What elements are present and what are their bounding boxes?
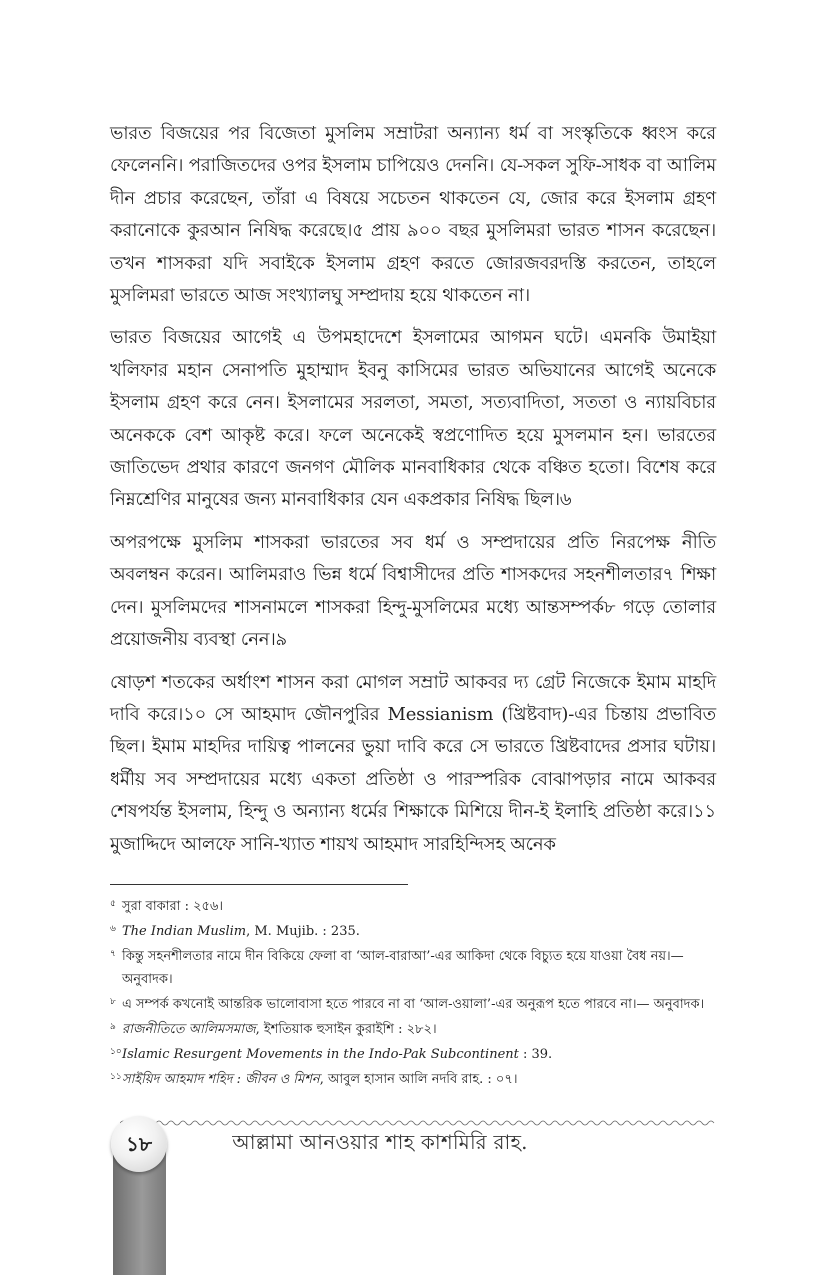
footnote-text: এ সম্পর্ক কখনোই আন্তরিক ভালোবাসা হতে পারবে না বা ‘আল-ওয়ালা’-এর অনুরূপ হতে পারবে না।— অনুবাদক। [122, 997, 705, 1012]
footnote-text: , আবুল হাসান আলি নদবি রাহ. : ০৭। [319, 1072, 518, 1087]
footnote-text: , ইশতিয়াক হুসাইন কুরাইশি : ২৮২। [255, 1022, 437, 1037]
footnote-italic: Islamic Resurgent Movements in the Indo-Pak Subcontinent [122, 1047, 519, 1062]
body-text [110, 118, 716, 871]
paragraph-4: ষোড়শ শতকের অর্ধাংশ শাসন করা মোগল সম্রাট আকবর দ্য গ্রেট নিজেকে ইমাম মাহদি দাবি করে।১০ সে আহমাদ জৌনপুরির Messianism (খ্রিষ্টবাদ)-এর চিন্তায় প্রভাবিত ছিল। ইমাম মাহদির দায়িত্ব পালনের ভুয়া দাবি করে সে ভারতে খ্রিষ্টবাদের প্রসার ঘটায়। ধর্মীয় সব সম্প্রদায়ের মধ্যে একতা প্রতিষ্ঠা ও পারস্পরিক বোঝাপড়ার নামে আকবর শেষপর্যন্ত ইসলাম, হিন্দু ও অন্যান্য ধর্মের শিক্ষাকে মিশিয়ে দীন-ই ইলাহি প্রতিষ্ঠা করে।১১ মুজাদ্দিদে আলফে সানি-খ্যাত শায়খ আহমাদ সারহিন্দিসহ অনেক [110, 671, 716, 855]
footnote-number: ৯ [110, 1022, 116, 1032]
footnote-text: , M. Mujib. : 235. [246, 924, 360, 939]
footnote-10 [110, 1041, 716, 1066]
paragraph-1: ভারত বিজয়ের পর বিজেতা মুসলিম সম্রাটরা অন্যান্য ধর্ম বা সংস্কৃতিকে ধ্বংস করে ফেলেননি। পরাজিতদের ওপর ইসলাম চাপিয়েও দেননি। যে-সকল সুফি-সাধক বা আলিম দীন প্রচার করেছেন, তাঁরা এ বিষয়ে সচেতন থাকতেন যে, জোর করে ইসলাম গ্রহণ করানোকে কুরআন নিষিদ্ধ করেছে।৫ প্রায় ৯০০ বছর মুসলিমরা ভারত শাসন করেছেন। তখন শাসকরা যদি সবাইকে ইসলাম গ্রহণ করতে জোরজবরদস্তি করতেন, তাহলে মুসলিমরা ভারতে আজ সংখ্যালঘু সম্প্রদায় হয়ে থাকতেন না। [110, 123, 716, 307]
footnote-divider [110, 884, 408, 885]
paragraph-3: অপরপক্ষে মুসলিম শাসকরা ভারতের সব ধর্ম ও সম্প্রদায়ের প্রতি নিরপেক্ষ নীতি অবলম্বন করেন। আলিমরাও ভিন্ন ধর্মে বিশ্বাসীদের প্রতি শাসকদের সহনশীলতার৭ শিক্ষা দেন। মুসলিমদের শাসনামলে শাসকরা হিন্দু-মুসলিমের মধ্যে আন্তসম্পর্ক৮ গড়ে তোলার প্রয়োজনীয় ব্যবস্থা নেন।৯ [110, 531, 716, 651]
footnote-text: সুরা বাকারা : ২৫৬। [122, 899, 224, 914]
running-title: আল্লামা আনওয়ার শাহ কাশমিরি রাহ. [232, 1130, 528, 1154]
footnote-6 [110, 918, 716, 943]
footnote-5 [110, 893, 716, 918]
footnote-number: ৮ [110, 997, 116, 1007]
footnote-number: ৭ [110, 949, 116, 959]
footnote-number: ৫ [110, 899, 116, 909]
footnotes [110, 893, 716, 1091]
footnote-text: : 39. [518, 1047, 553, 1062]
footnote-text: কিন্তু সহনশীলতার নামে দীন বিকিয়ে ফেলা বা ‘আল-বারাআ’-এর আকিদা থেকে বিচ্যুত হয়ে যাওয়া বৈধ নয়।— অনুবাদক। [122, 949, 684, 987]
page-number-badge: ১৮ [111, 1116, 167, 1172]
footnote-italic: সাইয়িদ আহমাদ শহিদ : জীবন ও মিশন [122, 1072, 320, 1087]
footnote-italic: The Indian Muslim [122, 924, 247, 939]
footnote-11 [110, 1066, 716, 1091]
footnote-8 [110, 991, 716, 1016]
footnote-number: ১০ [110, 1047, 122, 1057]
footnote-number: ৬ [110, 924, 116, 934]
footnote-number: ১১ [110, 1072, 122, 1082]
footnote-7 [110, 943, 716, 991]
footer-wavy-line [120, 1118, 716, 1128]
paragraph-2: ভারত বিজয়ের আগেই এ উপমহাদেশে ইসলামের আগমন ঘটে। এমনকি উমাইয়া খলিফার মহান সেনাপতি মুহাম্মাদ ইবনু কাসিমের ভারত অভিযানের আগেই অনেকে ইসলাম গ্রহণ করে নেন। ইসলামের সরলতা, সমতা, সত্যবাদিতা, সততা ও ন্যায়বিচার অনেককে বেশ আকৃষ্ট করে। ফলে অনেকেই স্বপ্রণোদিত হয়ে মুসলমান হন। ভারতের জাতিভেদ প্রথার কারণে জনগণ মৌলিক মানবাধিকার থেকে বঞ্চিত হতো। বিশেষ করে নিম্নশ্রেণির মানুষের জন্য মানবাধিকার যেন একপ্রকার নিষিদ্ধ ছিল।৬ [110, 327, 716, 511]
footnote-9 [110, 1016, 716, 1041]
footnote-italic: রাজনীতিতে আলিমসমাজ [122, 1022, 256, 1037]
